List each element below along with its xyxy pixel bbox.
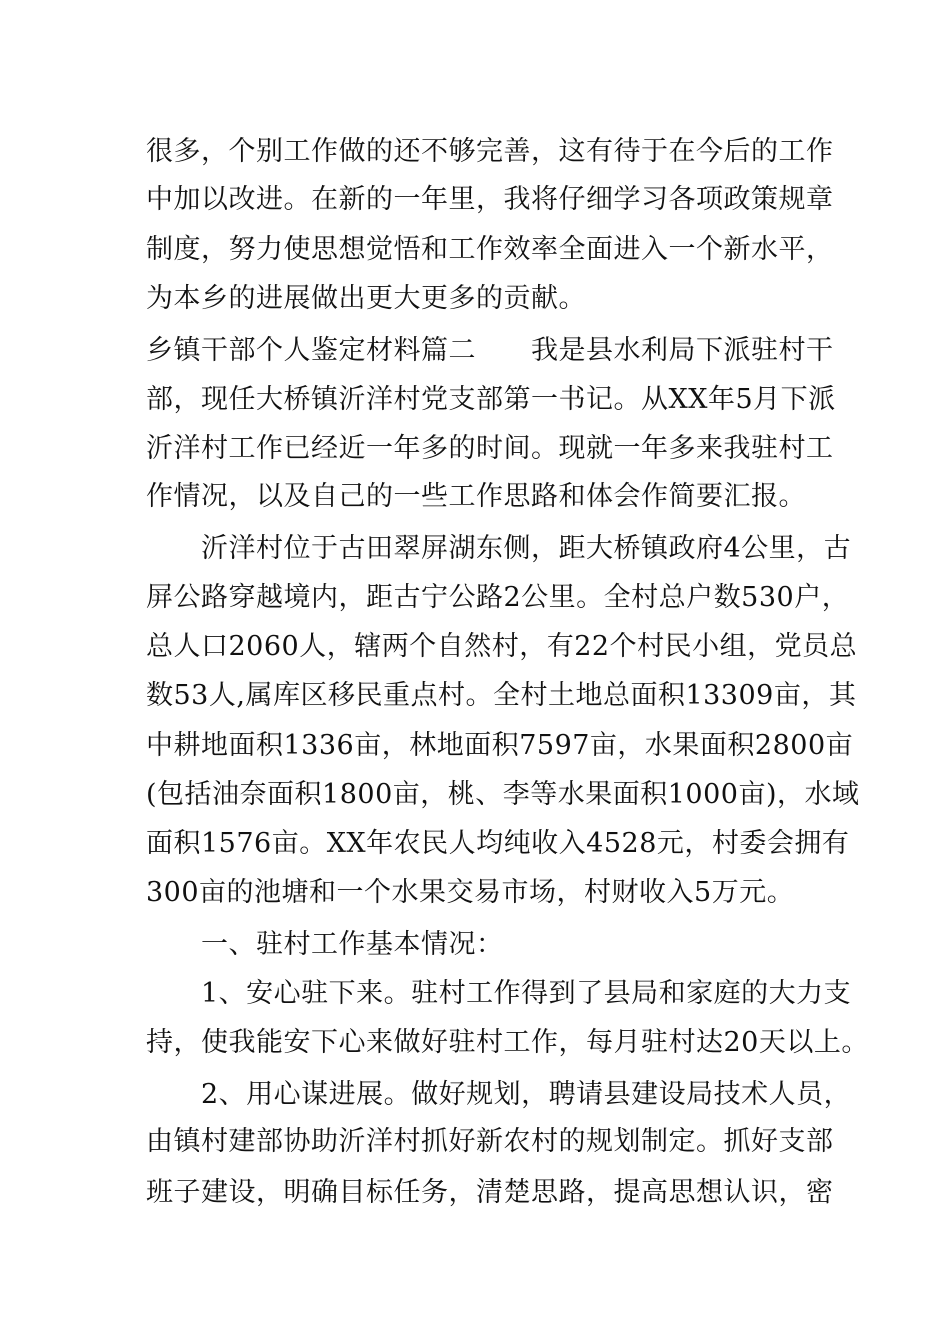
text-line: 沂洋村工作已经近一年多的时间。现就一年多来我驻村工	[146, 433, 834, 464]
text-line: 班子建设，明确目标任务，清楚思路，提高思想认识，密	[146, 1177, 834, 1208]
text-line: 很多，个别工作做的还不够完善，这有待于在今后的工作	[146, 136, 834, 167]
text-line: 制度，努力使思想觉悟和工作效率全面进入一个新水平，	[146, 234, 834, 265]
text-line: 300亩的池塘和一个水果交易市场，村财收入5万元。	[146, 877, 795, 908]
text-line: (包括油奈面积1800亩，桃、李等水果面积1000亩)，水域	[146, 779, 860, 810]
text-line: 作情况，以及自己的一些工作思路和体会作简要汇报。	[146, 481, 806, 512]
text-line: 为本乡的进展做出更大更多的贡献。	[146, 283, 586, 314]
list-item-line: 2、用心谋进展。做好规划，聘请县建设局技术人员，	[201, 1079, 852, 1110]
text-line: 由镇村建部协助沂洋村抓好新农村的规划制定。抓好支部	[146, 1126, 834, 1157]
text-line: 部，现任大桥镇沂洋村党支部第一书记。从XX年5月下派	[146, 384, 836, 415]
list-item-line: 1、安心驻下来。驻村工作得到了县局和家庭的大力支	[201, 978, 852, 1009]
text-line: 面积1576亩。XX年农民人均纯收入4528元，村委会拥有	[146, 828, 850, 859]
text-line: 沂洋村位于古田翠屏湖东侧，距大桥镇政府4公里，古	[201, 533, 852, 564]
text-line: 中耕地面积1336亩，林地面积7597亩，水果面积2800亩	[146, 730, 854, 761]
list-heading: 一、驻村工作基本情况：	[201, 929, 504, 960]
text-line: 屏公路穿越境内，距古宁公路2公里。全村总户数530户，	[146, 582, 850, 613]
text-line: 总人口2060人，辖两个自然村，有22个村民小组，党员总	[146, 631, 858, 662]
section-heading-line: 乡镇干部个人鉴定材料篇二 我是县水利局下派驻村干	[146, 335, 834, 366]
text-line: 数53人,属库区移民重点村。全村土地总面积13309亩，其	[146, 680, 857, 711]
text-line: 持，使我能安下心来做好驻村工作，每月驻村达20天以上。	[146, 1027, 869, 1058]
text-line: 中加以改进。在新的一年里，我将仔细学习各项政策规章	[146, 184, 834, 215]
